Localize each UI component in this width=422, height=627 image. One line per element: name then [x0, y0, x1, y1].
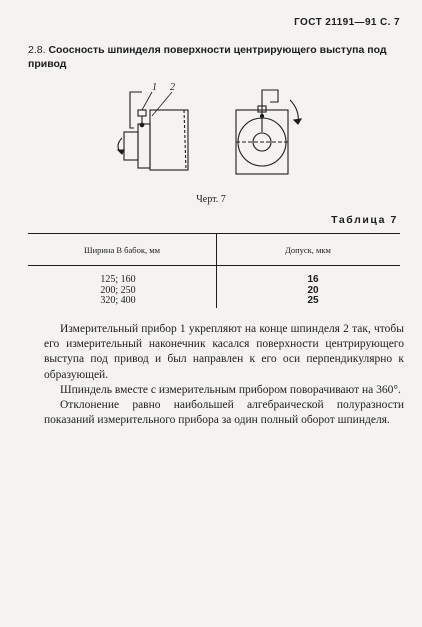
tolerance-column — [258, 275, 368, 307]
table-top-rule — [28, 233, 400, 234]
table-header-rule — [28, 265, 400, 266]
table-cell: 125; 160 — [100, 274, 136, 285]
paragraph: Отклонение равно наибольшей алгебраической полуразности показаний измерительного прибора за один полный оборот шпинделя. — [44, 399, 404, 427]
table-cell: 16 — [307, 274, 319, 285]
table-cell: 20 — [307, 284, 319, 296]
body-text — [44, 322, 404, 428]
table-cell: 25 — [307, 295, 319, 306]
paragraph: Шпиндель вместе с измерительным прибором поворачивают на 360°. — [60, 383, 401, 396]
figure-caption: Черт. 7 — [196, 194, 226, 205]
header-tolerance: Допуск, мкм — [285, 245, 331, 255]
header-width: Ширина B бабок, мм — [84, 245, 160, 255]
table-cell: 320; 400 — [100, 295, 136, 306]
width-column — [58, 275, 178, 307]
tolerance-table — [28, 229, 400, 315]
table-cell: 200; 250 — [100, 284, 136, 296]
table-title: Таблица 7 — [331, 214, 398, 226]
side-view — [118, 92, 188, 170]
page-header: ГОСТ 21191—91 С. 7 — [294, 17, 400, 28]
paragraph: Измерительный прибор 1 укрепляют на конце шпинделя 2 так, чтобы его измерительный наконечник касался поверхности центрирующего выступа под привод и был направлен к его оси перпендикулярно к образующей. — [44, 323, 404, 381]
label-1: 1 — [152, 82, 157, 93]
label-2: 2 — [170, 82, 175, 93]
figure-diagram — [100, 80, 320, 190]
section-title: Соосность шпинделя поверхности центрирующего выступа под привод — [28, 44, 387, 70]
front-view — [236, 90, 301, 174]
section-number: 2.8. — [28, 44, 46, 56]
section-heading — [28, 43, 400, 71]
